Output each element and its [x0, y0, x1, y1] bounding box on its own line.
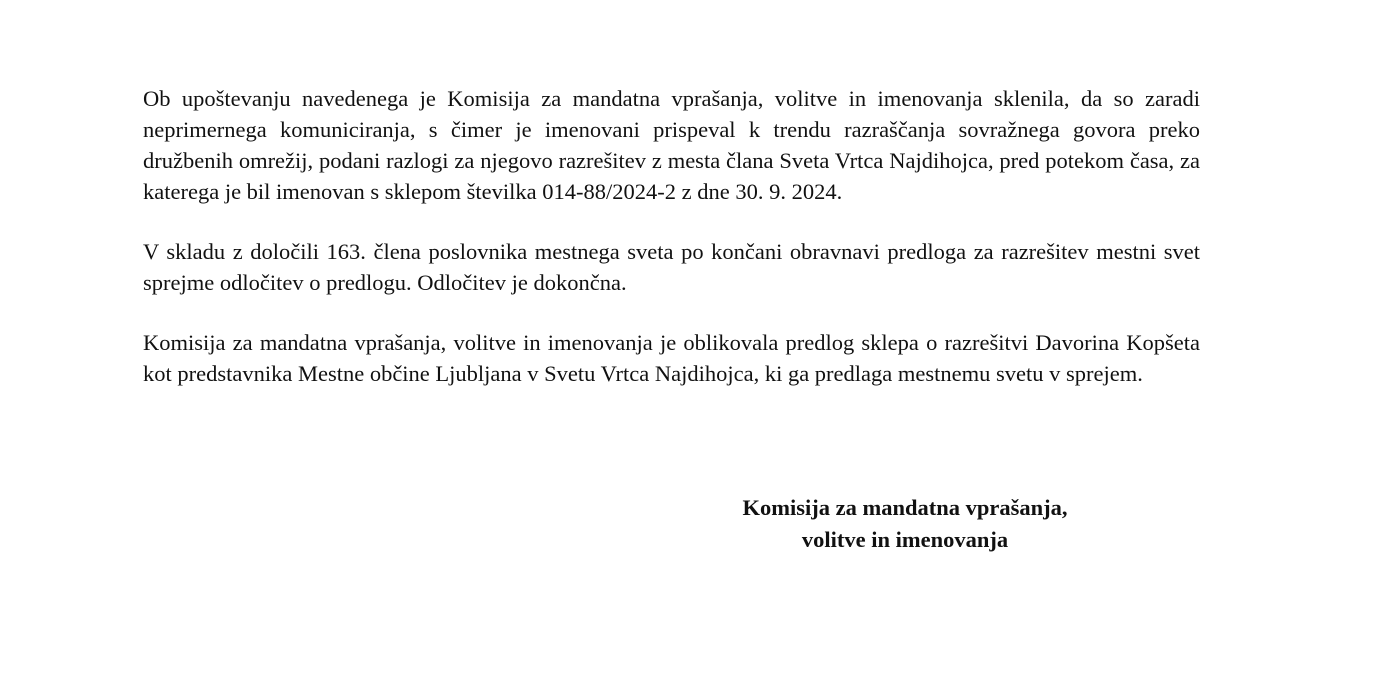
paragraph-proposal: Komisija za mandatna vprašanja, volitve in imenovanja je oblikovala predlog sklepa o razrešitvi Davorina Kopšeta kot predstavnika Mestne občine Ljubljana v Svetu Vrtca Najdihojca, ki ga predlaga mestnemu svetu v sprejem.: [143, 330, 1200, 386]
signature-line-1: Komisija za mandatna vprašanja,: [742, 495, 1068, 520]
paragraph-resolution: Ob upoštevanju navedenega je Komisija za mandatna vprašanja, volitve in imenovanja sklenila, da so zaradi neprimernega komuniciranja, s čimer je imenovani prispeval k trendu razraščanja sovražnega govora preko družbenih omrežij, podani razlogi za njegovo razrešitev z mesta člana Sveta Vrtca Najdihojca, pred potekom časa, za katerega je bil imenovan s sklepom številka 014-88/2024-2 z dne 30. 9. 2024.: [143, 86, 1200, 204]
document-body: [143, 83, 1200, 418]
signature-line-2: volitve in imenovanja: [801, 527, 1009, 552]
signature-block: [720, 492, 1090, 556]
paragraph-rules-of-procedure: V skladu z določili 163. člena poslovnika mestnega sveta po končani obravnavi predloga za razrešitev mestni svet sprejme odločitev o predlogu. Odločitev je dokončna.: [143, 239, 1200, 295]
